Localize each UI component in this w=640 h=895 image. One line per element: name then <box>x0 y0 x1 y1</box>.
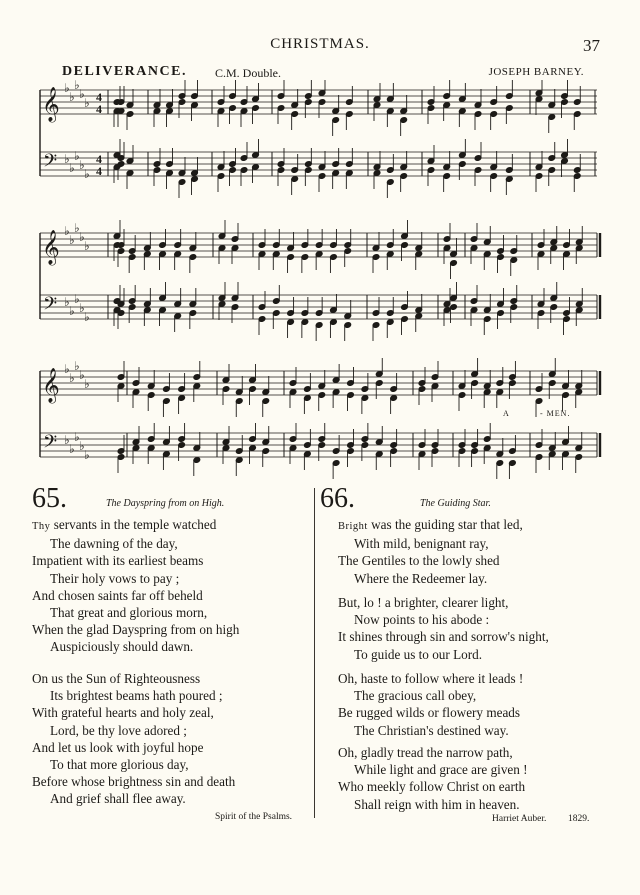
flat-sign: ♭ <box>84 377 90 391</box>
verse-line: The dawning of the day, <box>50 536 178 552</box>
verse-line: To that more glorious day, <box>50 757 189 773</box>
bass-clef: 𝄢 <box>43 294 58 319</box>
time-signature: 4 <box>96 152 102 166</box>
flat-sign: ♭ <box>64 362 70 376</box>
verse-line: Lord, be thy love adored ; <box>50 722 187 738</box>
flat-sign: ♭ <box>74 221 80 235</box>
time-signature: 4 <box>96 164 102 178</box>
stanza-3 <box>338 670 523 739</box>
verse-line: Where the Redeemer lay. <box>354 570 488 586</box>
verse-line: And grief shall flee away. <box>50 791 186 807</box>
verse-line: Before whose brightness sin and death <box>32 774 236 790</box>
flat-sign: ♭ <box>69 233 75 247</box>
flat-sign: ♭ <box>79 368 85 382</box>
stanza-1 <box>32 516 239 656</box>
column-divider <box>314 488 315 818</box>
stanza-2 <box>338 594 549 663</box>
page-number: 37 <box>583 36 600 55</box>
flat-sign: ♭ <box>79 230 85 244</box>
verse-line: Shall reign with him in heaven. <box>354 796 520 812</box>
verse-line: But, lo ! a brighter, clearer light, <box>338 595 509 610</box>
verse-line: Their holy vows to pay ; <box>50 570 180 586</box>
verse-line: While light and grace are given ! <box>354 762 528 778</box>
verse-line: The Gentiles to the lowly shed <box>338 553 500 569</box>
time-signature: 4 <box>96 90 102 104</box>
verse-line: Now points to his abode : <box>354 612 490 628</box>
verse-line: Who meekly follow Christ on earth <box>338 779 526 795</box>
amen-lyric-a: A <box>503 409 510 418</box>
flat-sign: ♭ <box>64 152 70 166</box>
flat-sign: ♭ <box>84 310 90 324</box>
hymn-title: The Dayspring from on High. <box>106 498 225 509</box>
treble-clef: 𝄞 <box>42 87 60 122</box>
flat-sign: ♭ <box>84 167 90 181</box>
flat-sign: ♭ <box>64 81 70 95</box>
music-score <box>0 80 640 480</box>
verse-line: It shines through sin and sorrow's night, <box>338 629 549 645</box>
stanza-4 <box>338 744 528 813</box>
flat-sign: ♭ <box>64 433 70 447</box>
hymn-number: 65. <box>32 483 67 514</box>
flat-sign: ♭ <box>69 304 75 318</box>
flat-sign: ♭ <box>84 96 90 110</box>
flat-sign: ♭ <box>79 301 85 315</box>
flat-sign: ♭ <box>74 292 80 306</box>
flat-sign: ♭ <box>64 295 70 309</box>
verse-line: Oh, gladly tread the narrow path, <box>338 745 513 760</box>
flat-sign: ♭ <box>64 224 70 238</box>
verse-line: Its brightest beams hath poured ; <box>50 688 223 704</box>
flat-sign: ♭ <box>69 90 75 104</box>
hymn-source: Harriet Auber. <box>492 814 547 824</box>
flat-sign: ♭ <box>84 239 90 253</box>
hymn-number: 66. <box>320 483 355 514</box>
stanza-2 <box>32 670 235 808</box>
flat-sign: ♭ <box>69 442 75 456</box>
verse-line: When the glad Dayspring from on high <box>32 622 240 638</box>
tune-meter: C.M. Double. <box>215 66 281 80</box>
flat-sign: ♭ <box>84 448 90 462</box>
treble-clef: 𝄞 <box>42 368 60 403</box>
hymn-year: 1829. <box>568 814 590 824</box>
flat-sign: ♭ <box>74 430 80 444</box>
flat-sign: ♭ <box>69 161 75 175</box>
time-signature: 4 <box>96 102 102 116</box>
verse-line: The Christian's destined way. <box>354 722 509 738</box>
composer: JOSEPH BARNEY. <box>488 66 584 78</box>
stanza-1 <box>338 516 523 587</box>
flat-sign: ♭ <box>79 87 85 101</box>
verse-line: Bright was the guiding star that led, <box>338 517 523 532</box>
verse-line: The gracious call obey, <box>354 688 477 704</box>
verse-line: On us the Sun of Righteousness <box>32 671 201 686</box>
verse-line: Be rugged wilds or flowery meads <box>338 705 521 721</box>
flat-sign: ♭ <box>74 80 80 92</box>
tune-name: DELIVERANCE. <box>62 64 187 79</box>
hymn-source: Spirit of the Psalms. <box>215 812 293 822</box>
verse-line: And let us look with joyful hope <box>32 739 204 755</box>
flat-sign: ♭ <box>79 158 85 172</box>
verse-line: Oh, haste to follow where it leads ! <box>338 671 524 686</box>
verse-line: Auspiciously should dawn. <box>50 639 194 655</box>
verse-line: To guide us to our Lord. <box>354 646 483 662</box>
verse-line: Thy servants in the temple watched <box>32 517 217 532</box>
amen-lyric-men: - MEN. <box>540 409 571 418</box>
bass-clef: 𝄢 <box>43 432 58 457</box>
verse-line: Impatient with its earliest beams <box>32 553 204 569</box>
flat-sign: ♭ <box>74 149 80 163</box>
hymn-title: The Guiding Star. <box>420 498 491 509</box>
flat-sign: ♭ <box>79 439 85 453</box>
flat-sign: ♭ <box>74 359 80 373</box>
verse-line: That great and glorious morn, <box>50 605 208 621</box>
bass-clef: 𝄢 <box>43 151 58 176</box>
verse-line: And chosen saints far off beheld <box>32 587 203 603</box>
running-title: CHRISTMAS. <box>270 36 370 52</box>
treble-clef: 𝄞 <box>42 230 60 265</box>
verse-line: With mild, benignant ray, <box>354 536 489 552</box>
flat-sign: ♭ <box>69 371 75 385</box>
verse-line: With grateful hearts and holy zeal, <box>32 705 214 721</box>
